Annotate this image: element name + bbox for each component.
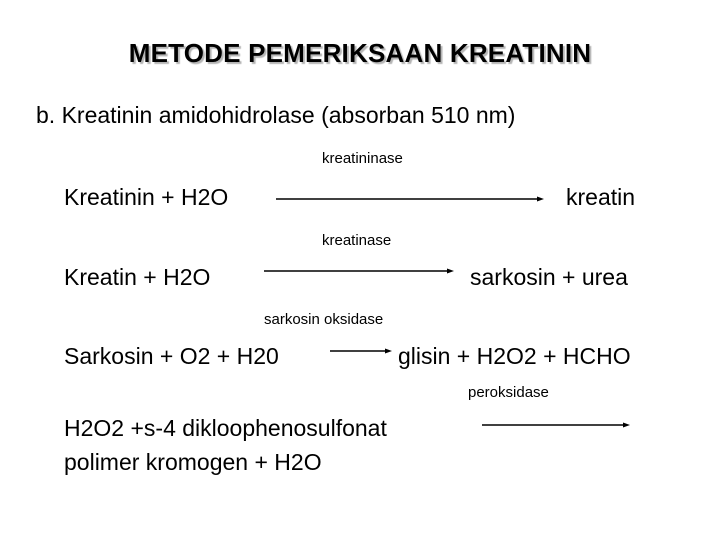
enzyme-label: kreatinase (322, 232, 392, 249)
enzyme-label: peroksidase (468, 384, 549, 401)
slide-title: METODE PEMERIKSAAN KREATININ (128, 38, 592, 68)
products: kreatin (566, 184, 636, 210)
products: sarkosin + urea (470, 264, 628, 290)
products: polimer kromogen + H2O (64, 449, 322, 475)
slide-subtitle: b. Kreatinin amidohidrolase (absorban 510 nm) (36, 102, 516, 128)
enzyme-label: sarkosin oksidase (264, 311, 384, 328)
products: glisin + H2O2 + HCHO (398, 343, 631, 369)
reactants: Kreatinin + H2O (64, 184, 229, 210)
reactants: Sarkosin + O2 + H20 (64, 343, 279, 369)
reactants: Kreatin + H2O (64, 264, 211, 290)
enzyme-label: kreatininase (322, 150, 403, 167)
reaction-arrow (482, 418, 630, 432)
reaction-arrow (276, 192, 544, 206)
reactants: H2O2 +s-4 dikloophenosulfonat (64, 415, 387, 441)
reaction-arrow (264, 264, 454, 278)
reaction-arrow (330, 344, 392, 358)
